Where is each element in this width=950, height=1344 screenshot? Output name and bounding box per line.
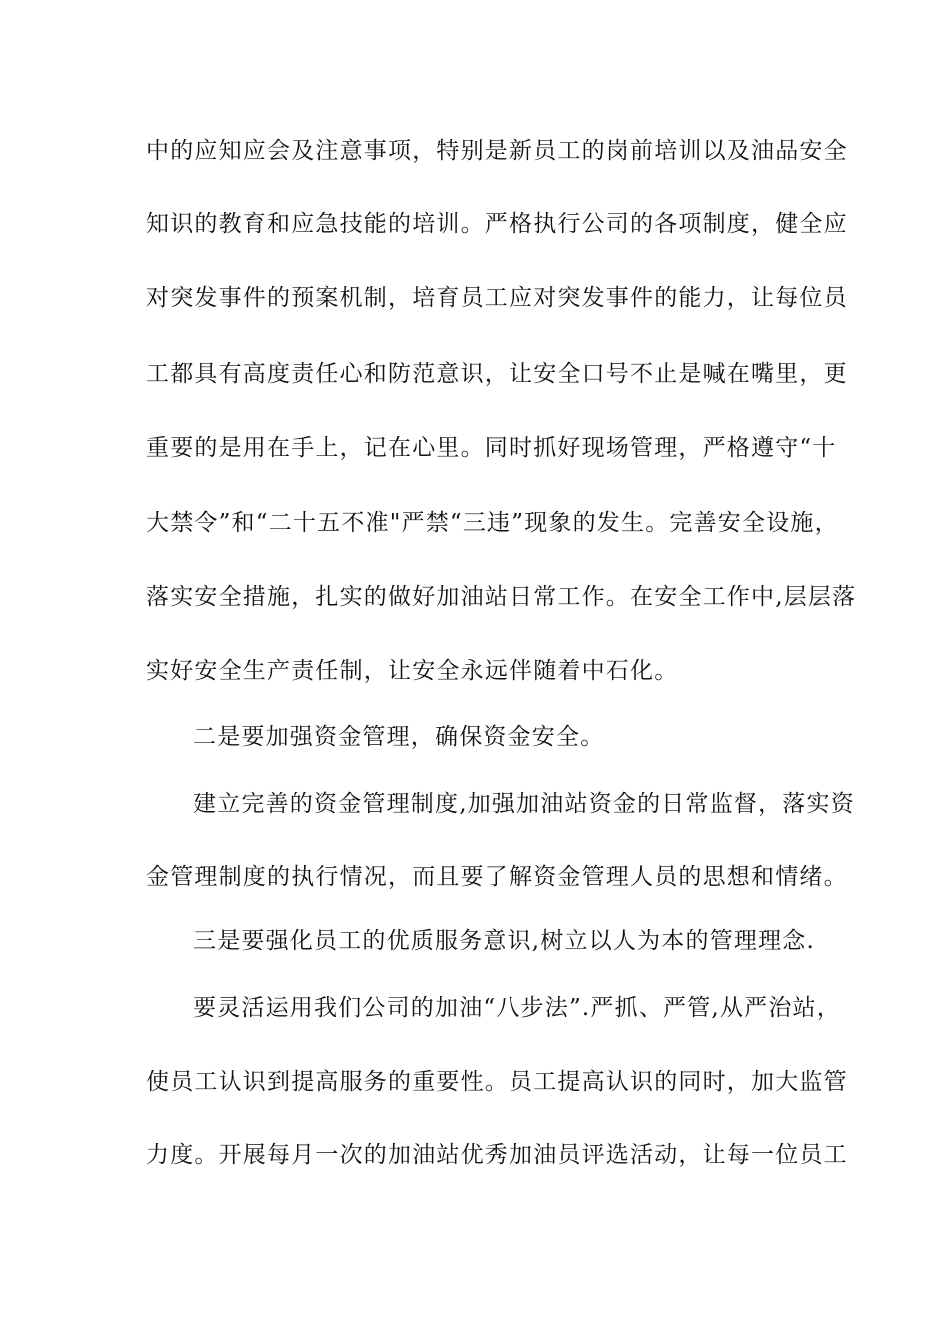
body-text-line: 重要的是用在手上，记在心里。同时抓好现场管理，严格遵守“十 — [146, 435, 837, 461]
paragraph-start-line: 建立完善的资金管理制度,加强加油站资金的日常监督，落实资 — [193, 791, 855, 817]
body-text-line: 金管理制度的执行情况，而且要了解资金管理人员的思想和情绪。 — [146, 864, 848, 890]
body-text-line: 大禁令”和“二十五不准"严禁“三违”现象的发生。完善安全设施， — [146, 510, 839, 536]
body-text-line: 知识的教育和应急技能的培训。严格执行公司的各项制度，健全应 — [146, 211, 848, 237]
paragraph-start-line: 要灵活运用我们公司的加油“八步法”.严抓、严管,从严治站， — [193, 995, 841, 1021]
body-text-line: 工都具有高度责任心和防范意识，让安全口号不止是喊在嘴里，更 — [146, 361, 848, 387]
body-text-line: 落实安全措施，扎实的做好加油站日常工作。在安全工作中,层层落 — [146, 584, 857, 610]
body-text-line: 中的应知应会及注意事项，特别是新员工的岗前培训以及油品安全 — [146, 138, 848, 164]
section-heading: 二是要加强资金管理，确保资金安全。 — [193, 724, 605, 750]
section-heading: 三是要强化员工的优质服务意识,树立以人为本的管理理念. — [193, 928, 816, 954]
body-text-line: 力度。开展每月一次的加油站优秀加油员评选活动，让每一位员工 — [146, 1142, 848, 1168]
body-text-line: 对突发事件的预案机制，培育员工应对突发事件的能力，让每位员 — [146, 285, 848, 311]
body-text-line: 实好安全生产责任制，让安全永远伴随着中石化。 — [146, 658, 679, 684]
body-text-line: 使员工认识到提高服务的重要性。员工提高认识的同时，加大监管 — [146, 1069, 848, 1095]
